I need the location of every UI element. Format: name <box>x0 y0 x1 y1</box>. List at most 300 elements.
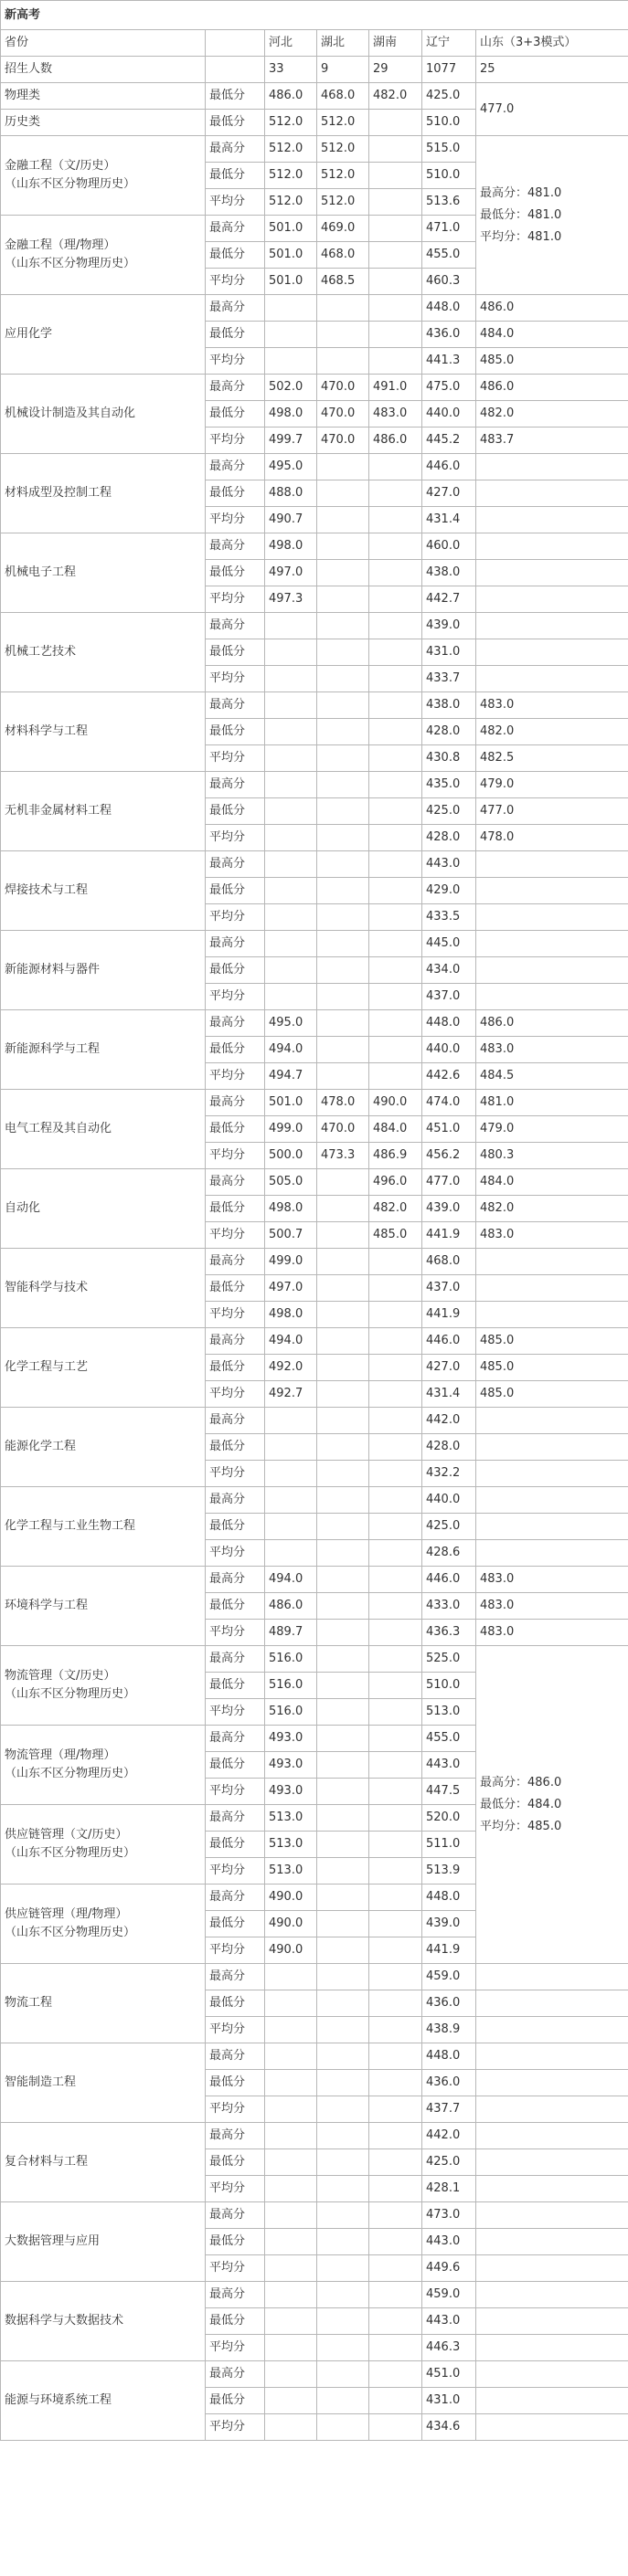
score-type-label: 平均分 <box>206 1063 265 1090</box>
score-cell <box>369 984 422 1010</box>
score-cell <box>265 2149 317 2176</box>
score-cell <box>369 1355 422 1381</box>
enroll-row <box>1 57 628 83</box>
score-cell: 433.0 <box>422 1593 476 1620</box>
score-cell <box>369 242 422 269</box>
score-cell: 440.0 <box>422 1037 476 1063</box>
score-cell <box>369 2361 422 2388</box>
score-cell: 473.3 <box>317 1143 369 1169</box>
score-cell: 525.0 <box>422 1646 476 1673</box>
score-cell: 510.0 <box>422 163 476 189</box>
score-type-label: 最低分 <box>206 639 265 666</box>
score-cell: 437.0 <box>422 1275 476 1302</box>
score-cell <box>317 2335 369 2361</box>
score-cell: 490.7 <box>265 507 317 533</box>
score-type-label: 最低分 <box>206 1196 265 1222</box>
major-name: 机械电子工程 <box>1 533 206 613</box>
score-cell: 431.4 <box>422 507 476 533</box>
score-type-label: 平均分 <box>206 984 265 1010</box>
score-cell <box>369 2308 422 2335</box>
score-cell <box>476 2017 628 2043</box>
score-cell: 437.7 <box>422 2096 476 2123</box>
score-cell <box>317 931 369 957</box>
score-cell: 438.0 <box>422 560 476 586</box>
score-cell <box>317 454 369 480</box>
score-cell <box>265 1540 317 1567</box>
score-cell <box>317 1302 369 1328</box>
score-cell <box>369 2202 422 2229</box>
score-cell <box>317 507 369 533</box>
score-cell: 512.0 <box>265 189 317 216</box>
score-cell: 428.0 <box>422 1434 476 1461</box>
score-cell: 484.0 <box>476 322 628 348</box>
table-row <box>1 1487 628 1514</box>
score-cell <box>369 1858 422 1884</box>
score-cell: 449.6 <box>422 2255 476 2282</box>
score-cell <box>317 851 369 878</box>
score-cell <box>317 2229 369 2255</box>
score-cell: 512.0 <box>317 136 369 163</box>
score-cell <box>369 1752 422 1779</box>
table-title: 新高考 <box>1 1 628 30</box>
score-type-label: 平均分 <box>206 825 265 851</box>
major-name: 能源化学工程 <box>1 1408 206 1487</box>
score-cell <box>369 1779 422 1805</box>
score-cell: 473.0 <box>422 2202 476 2229</box>
score-type-label: 最高分 <box>206 772 265 798</box>
score-type-label: 最低分 <box>206 83 265 110</box>
score-cell: 445.2 <box>422 428 476 454</box>
score-cell <box>265 2308 317 2335</box>
score-cell: 490.0 <box>265 1911 317 1937</box>
score-cell: 490.0 <box>369 1090 422 1116</box>
score-cell <box>265 2202 317 2229</box>
score-type-label: 最高分 <box>206 375 265 401</box>
score-cell <box>317 1381 369 1408</box>
score-cell <box>317 1620 369 1646</box>
major-name: 物流管理（文/历史） （山东不区分物理历史） <box>1 1646 206 1726</box>
score-cell <box>317 613 369 639</box>
score-type-label: 最低分 <box>206 1116 265 1143</box>
score-cell <box>265 2229 317 2255</box>
score-cell <box>265 2123 317 2149</box>
score-cell: 513.6 <box>422 189 476 216</box>
score-cell: 435.0 <box>422 772 476 798</box>
score-cell <box>369 1302 422 1328</box>
score-cell: 499.0 <box>265 1116 317 1143</box>
major-name: 新能源科学与工程 <box>1 1010 206 1090</box>
score-cell <box>317 1726 369 1752</box>
table-row <box>1 533 628 560</box>
score-cell <box>265 878 317 904</box>
score-cell: 492.0 <box>265 1355 317 1381</box>
score-cell <box>317 1328 369 1355</box>
table-row <box>1 83 628 110</box>
score-cell <box>369 1884 422 1911</box>
score-cell: 512.0 <box>265 136 317 163</box>
score-cell <box>476 1540 628 1567</box>
score-cell <box>476 666 628 692</box>
score-cell: 515.0 <box>422 136 476 163</box>
score-cell: 484.0 <box>476 1169 628 1196</box>
score-cell: 448.0 <box>422 1010 476 1037</box>
score-cell: 494.0 <box>265 1328 317 1355</box>
score-cell: 512.0 <box>317 189 369 216</box>
major-name: 金融工程（文/历史） （山东不区分物理历史） <box>1 136 206 216</box>
table-row <box>1 1964 628 1990</box>
score-cell <box>369 216 422 242</box>
score-cell: 439.0 <box>422 613 476 639</box>
score-cell: 496.0 <box>369 1169 422 1196</box>
major-name: 数据科学与大数据技术 <box>1 2282 206 2361</box>
score-cell: 491.0 <box>369 375 422 401</box>
score-cell <box>317 772 369 798</box>
score-cell: 436.0 <box>422 2070 476 2096</box>
score-type-label: 平均分 <box>206 1143 265 1169</box>
score-cell <box>476 878 628 904</box>
score-cell <box>265 957 317 984</box>
score-cell: 468.0 <box>317 242 369 269</box>
major-name: 机械设计制造及其自动化 <box>1 375 206 454</box>
score-type-label: 平均分 <box>206 1699 265 1726</box>
score-cell: 482.0 <box>369 1196 422 1222</box>
score-cell <box>369 2149 422 2176</box>
score-type-label: 最高分 <box>206 1964 265 1990</box>
score-type-label: 最高分 <box>206 1010 265 1037</box>
score-cell <box>369 1832 422 1858</box>
enroll-label: 招生人数 <box>1 57 206 83</box>
score-type-label: 平均分 <box>206 2017 265 2043</box>
score-type-label: 最低分 <box>206 1752 265 1779</box>
shandong-merged-cell: 477.0 <box>476 83 628 136</box>
score-cell <box>317 1196 369 1222</box>
score-cell: 482.0 <box>476 1196 628 1222</box>
score-cell <box>317 1832 369 1858</box>
score-cell: 494.0 <box>265 1037 317 1063</box>
score-cell <box>476 2176 628 2202</box>
score-cell <box>476 2335 628 2361</box>
score-cell <box>476 931 628 957</box>
major-name: 复合材料与工程 <box>1 2123 206 2202</box>
score-cell: 497.0 <box>265 1275 317 1302</box>
major-name: 化学工程与工艺 <box>1 1328 206 1408</box>
table-row <box>1 136 628 163</box>
score-cell <box>317 1275 369 1302</box>
score-type-label: 最高分 <box>206 454 265 480</box>
score-cell: 441.9 <box>422 1937 476 1964</box>
score-cell <box>369 1010 422 1037</box>
table-row <box>1 1328 628 1355</box>
score-cell <box>369 110 422 136</box>
score-cell: 443.0 <box>422 2308 476 2335</box>
score-cell <box>265 904 317 931</box>
score-cell: 455.0 <box>422 242 476 269</box>
score-cell: 510.0 <box>422 1673 476 1699</box>
score-cell: 499.7 <box>265 428 317 454</box>
score-cell <box>476 1249 628 1275</box>
enroll-cell: 1077 <box>422 57 476 83</box>
score-cell <box>317 1487 369 1514</box>
score-cell <box>317 666 369 692</box>
score-cell <box>265 2282 317 2308</box>
enroll-cell: 9 <box>317 57 369 83</box>
score-cell: 456.2 <box>422 1143 476 1169</box>
score-cell <box>369 1567 422 1593</box>
score-type-label: 最低分 <box>206 878 265 904</box>
header-cell: 辽宁 <box>422 30 476 57</box>
table-row <box>1 375 628 401</box>
score-cell: 439.0 <box>422 1911 476 1937</box>
score-cell <box>317 1699 369 1726</box>
score-cell: 500.0 <box>265 1143 317 1169</box>
major-name: 环境科学与工程 <box>1 1567 206 1646</box>
table-row <box>1 295 628 322</box>
score-cell <box>317 1593 369 1620</box>
table-row <box>1 1567 628 1593</box>
header-row <box>1 30 628 57</box>
score-type-label: 最高分 <box>206 136 265 163</box>
score-cell <box>317 1514 369 1540</box>
score-cell <box>317 1779 369 1805</box>
score-cell <box>317 719 369 745</box>
score-cell <box>317 692 369 719</box>
score-cell <box>265 692 317 719</box>
score-type-label: 平均分 <box>206 666 265 692</box>
score-cell <box>476 904 628 931</box>
score-cell: 498.0 <box>265 1302 317 1328</box>
score-cell <box>476 2096 628 2123</box>
table-row <box>1 2043 628 2070</box>
score-cell <box>369 2255 422 2282</box>
score-cell: 434.0 <box>422 957 476 984</box>
score-type-label: 平均分 <box>206 1540 265 1567</box>
score-cell <box>476 1514 628 1540</box>
score-cell: 468.0 <box>317 83 369 110</box>
score-cell: 480.3 <box>476 1143 628 1169</box>
score-cell <box>369 2414 422 2441</box>
score-cell <box>369 1990 422 2017</box>
score-cell <box>476 2202 628 2229</box>
score-cell: 431.0 <box>422 639 476 666</box>
score-cell <box>317 1461 369 1487</box>
score-cell <box>369 1593 422 1620</box>
score-cell <box>476 2414 628 2441</box>
score-cell <box>317 1408 369 1434</box>
score-cell <box>369 454 422 480</box>
score-type-label: 最高分 <box>206 1726 265 1752</box>
score-cell <box>369 719 422 745</box>
score-cell <box>265 2070 317 2096</box>
score-cell: 451.0 <box>422 1116 476 1143</box>
score-cell <box>265 348 317 375</box>
score-cell <box>317 2308 369 2335</box>
score-cell: 486.0 <box>476 375 628 401</box>
score-type-label: 最高分 <box>206 1884 265 1911</box>
score-cell: 483.0 <box>476 1567 628 1593</box>
score-cell: 429.0 <box>422 878 476 904</box>
score-cell <box>369 931 422 957</box>
major-name: 金融工程（理/物理） （山东不区分物理历史） <box>1 216 206 295</box>
score-cell <box>476 957 628 984</box>
score-type-label: 平均分 <box>206 1381 265 1408</box>
score-cell <box>317 2176 369 2202</box>
score-cell <box>369 2335 422 2361</box>
score-cell: 441.3 <box>422 348 476 375</box>
score-type-label: 最低分 <box>206 401 265 428</box>
score-cell: 484.5 <box>476 1063 628 1090</box>
score-cell <box>317 2096 369 2123</box>
score-cell: 501.0 <box>265 242 317 269</box>
score-type-label: 最低分 <box>206 110 265 136</box>
score-type-label: 最高分 <box>206 1408 265 1434</box>
score-cell <box>476 1461 628 1487</box>
score-cell <box>369 2070 422 2096</box>
score-cell <box>369 745 422 772</box>
score-type-label: 最低分 <box>206 1832 265 1858</box>
table-row <box>1 851 628 878</box>
table-row <box>1 454 628 480</box>
score-cell <box>369 2176 422 2202</box>
score-cell <box>476 2308 628 2335</box>
score-cell <box>476 2388 628 2414</box>
score-type-label: 最低分 <box>206 957 265 984</box>
score-type-label: 平均分 <box>206 269 265 295</box>
score-type-label: 平均分 <box>206 348 265 375</box>
score-type-label: 最低分 <box>206 1593 265 1620</box>
major-name: 大数据管理与应用 <box>1 2202 206 2282</box>
score-type-label: 最高分 <box>206 216 265 242</box>
score-cell: 431.4 <box>422 1381 476 1408</box>
score-cell <box>317 2043 369 2070</box>
score-cell <box>265 1461 317 1487</box>
score-cell: 428.1 <box>422 2176 476 2202</box>
score-cell <box>369 851 422 878</box>
score-cell: 470.0 <box>317 375 369 401</box>
score-cell <box>369 798 422 825</box>
score-cell <box>476 613 628 639</box>
score-cell <box>476 851 628 878</box>
score-cell <box>476 454 628 480</box>
score-cell <box>317 2123 369 2149</box>
score-cell <box>369 1434 422 1461</box>
score-cell: 427.0 <box>422 480 476 507</box>
score-cell: 499.0 <box>265 1249 317 1275</box>
score-type-label: 最低分 <box>206 1275 265 1302</box>
score-cell: 468.0 <box>422 1249 476 1275</box>
score-cell <box>265 745 317 772</box>
score-cell: 434.6 <box>422 2414 476 2441</box>
table-row <box>1 1090 628 1116</box>
score-cell: 448.0 <box>422 1884 476 1911</box>
score-cell <box>317 2282 369 2308</box>
score-cell <box>369 2229 422 2255</box>
score-cell: 483.0 <box>476 1620 628 1646</box>
score-cell: 471.0 <box>422 216 476 242</box>
score-cell <box>317 1673 369 1699</box>
score-cell <box>265 851 317 878</box>
major-name: 自动化 <box>1 1169 206 1249</box>
score-cell: 482.0 <box>476 719 628 745</box>
score-cell <box>476 1487 628 1514</box>
score-cell <box>317 878 369 904</box>
score-cell: 478.0 <box>476 825 628 851</box>
major-name: 无机非金属材料工程 <box>1 772 206 851</box>
score-cell <box>369 1964 422 1990</box>
score-cell: 441.9 <box>422 1302 476 1328</box>
score-cell <box>369 1037 422 1063</box>
score-cell: 485.0 <box>476 1328 628 1355</box>
score-cell <box>369 1461 422 1487</box>
score-type-label: 最低分 <box>206 1434 265 1461</box>
score-cell: 440.0 <box>422 401 476 428</box>
score-cell: 479.0 <box>476 1116 628 1143</box>
score-cell: 433.5 <box>422 904 476 931</box>
score-cell <box>265 772 317 798</box>
score-cell: 482.0 <box>369 83 422 110</box>
score-cell <box>265 322 317 348</box>
score-type-label: 平均分 <box>206 2414 265 2441</box>
score-cell: 477.0 <box>476 798 628 825</box>
header-cell: 省份 <box>1 30 206 57</box>
score-type-label: 平均分 <box>206 2096 265 2123</box>
score-cell <box>317 1063 369 1090</box>
score-cell: 425.0 <box>422 2149 476 2176</box>
score-cell: 459.0 <box>422 2282 476 2308</box>
major-name: 电气工程及其自动化 <box>1 1090 206 1169</box>
score-type-label: 最低分 <box>206 242 265 269</box>
score-cell: 485.0 <box>476 1381 628 1408</box>
score-cell: 516.0 <box>265 1699 317 1726</box>
score-type-label: 平均分 <box>206 2335 265 2361</box>
score-cell <box>369 1805 422 1832</box>
score-cell <box>265 295 317 322</box>
score-cell <box>317 2388 369 2414</box>
major-name: 供应链管理（文/历史） （山东不区分物理历史） <box>1 1805 206 1884</box>
score-cell: 512.0 <box>265 110 317 136</box>
score-type-label: 最高分 <box>206 613 265 639</box>
score-cell: 516.0 <box>265 1673 317 1699</box>
score-type-label: 最高分 <box>206 1487 265 1514</box>
score-type-label: 最高分 <box>206 1328 265 1355</box>
score-cell <box>369 480 422 507</box>
score-cell <box>476 1302 628 1328</box>
score-cell: 483.0 <box>476 692 628 719</box>
score-cell: 441.9 <box>422 1222 476 1249</box>
score-cell <box>265 984 317 1010</box>
score-cell <box>476 1275 628 1302</box>
table-row <box>1 1249 628 1275</box>
score-cell: 445.0 <box>422 931 476 957</box>
score-cell <box>317 1567 369 1593</box>
score-type-label: 最高分 <box>206 2202 265 2229</box>
major-name: 物流工程 <box>1 1964 206 2043</box>
score-type-label: 最高分 <box>206 1646 265 1673</box>
score-cell <box>265 1514 317 1540</box>
shandong-merged-cell: 最高分：481.0 最低分：481.0 平均分：481.0 <box>476 136 628 295</box>
score-cell <box>476 586 628 613</box>
table-row <box>1 931 628 957</box>
enroll-blank <box>206 57 265 83</box>
score-cell <box>317 1911 369 1937</box>
score-cell: 446.0 <box>422 1567 476 1593</box>
score-type-label: 平均分 <box>206 745 265 772</box>
score-cell <box>265 666 317 692</box>
score-type-label: 平均分 <box>206 904 265 931</box>
score-type-label: 平均分 <box>206 1302 265 1328</box>
score-cell: 442.6 <box>422 1063 476 1090</box>
score-cell <box>369 2388 422 2414</box>
score-cell <box>369 1673 422 1699</box>
